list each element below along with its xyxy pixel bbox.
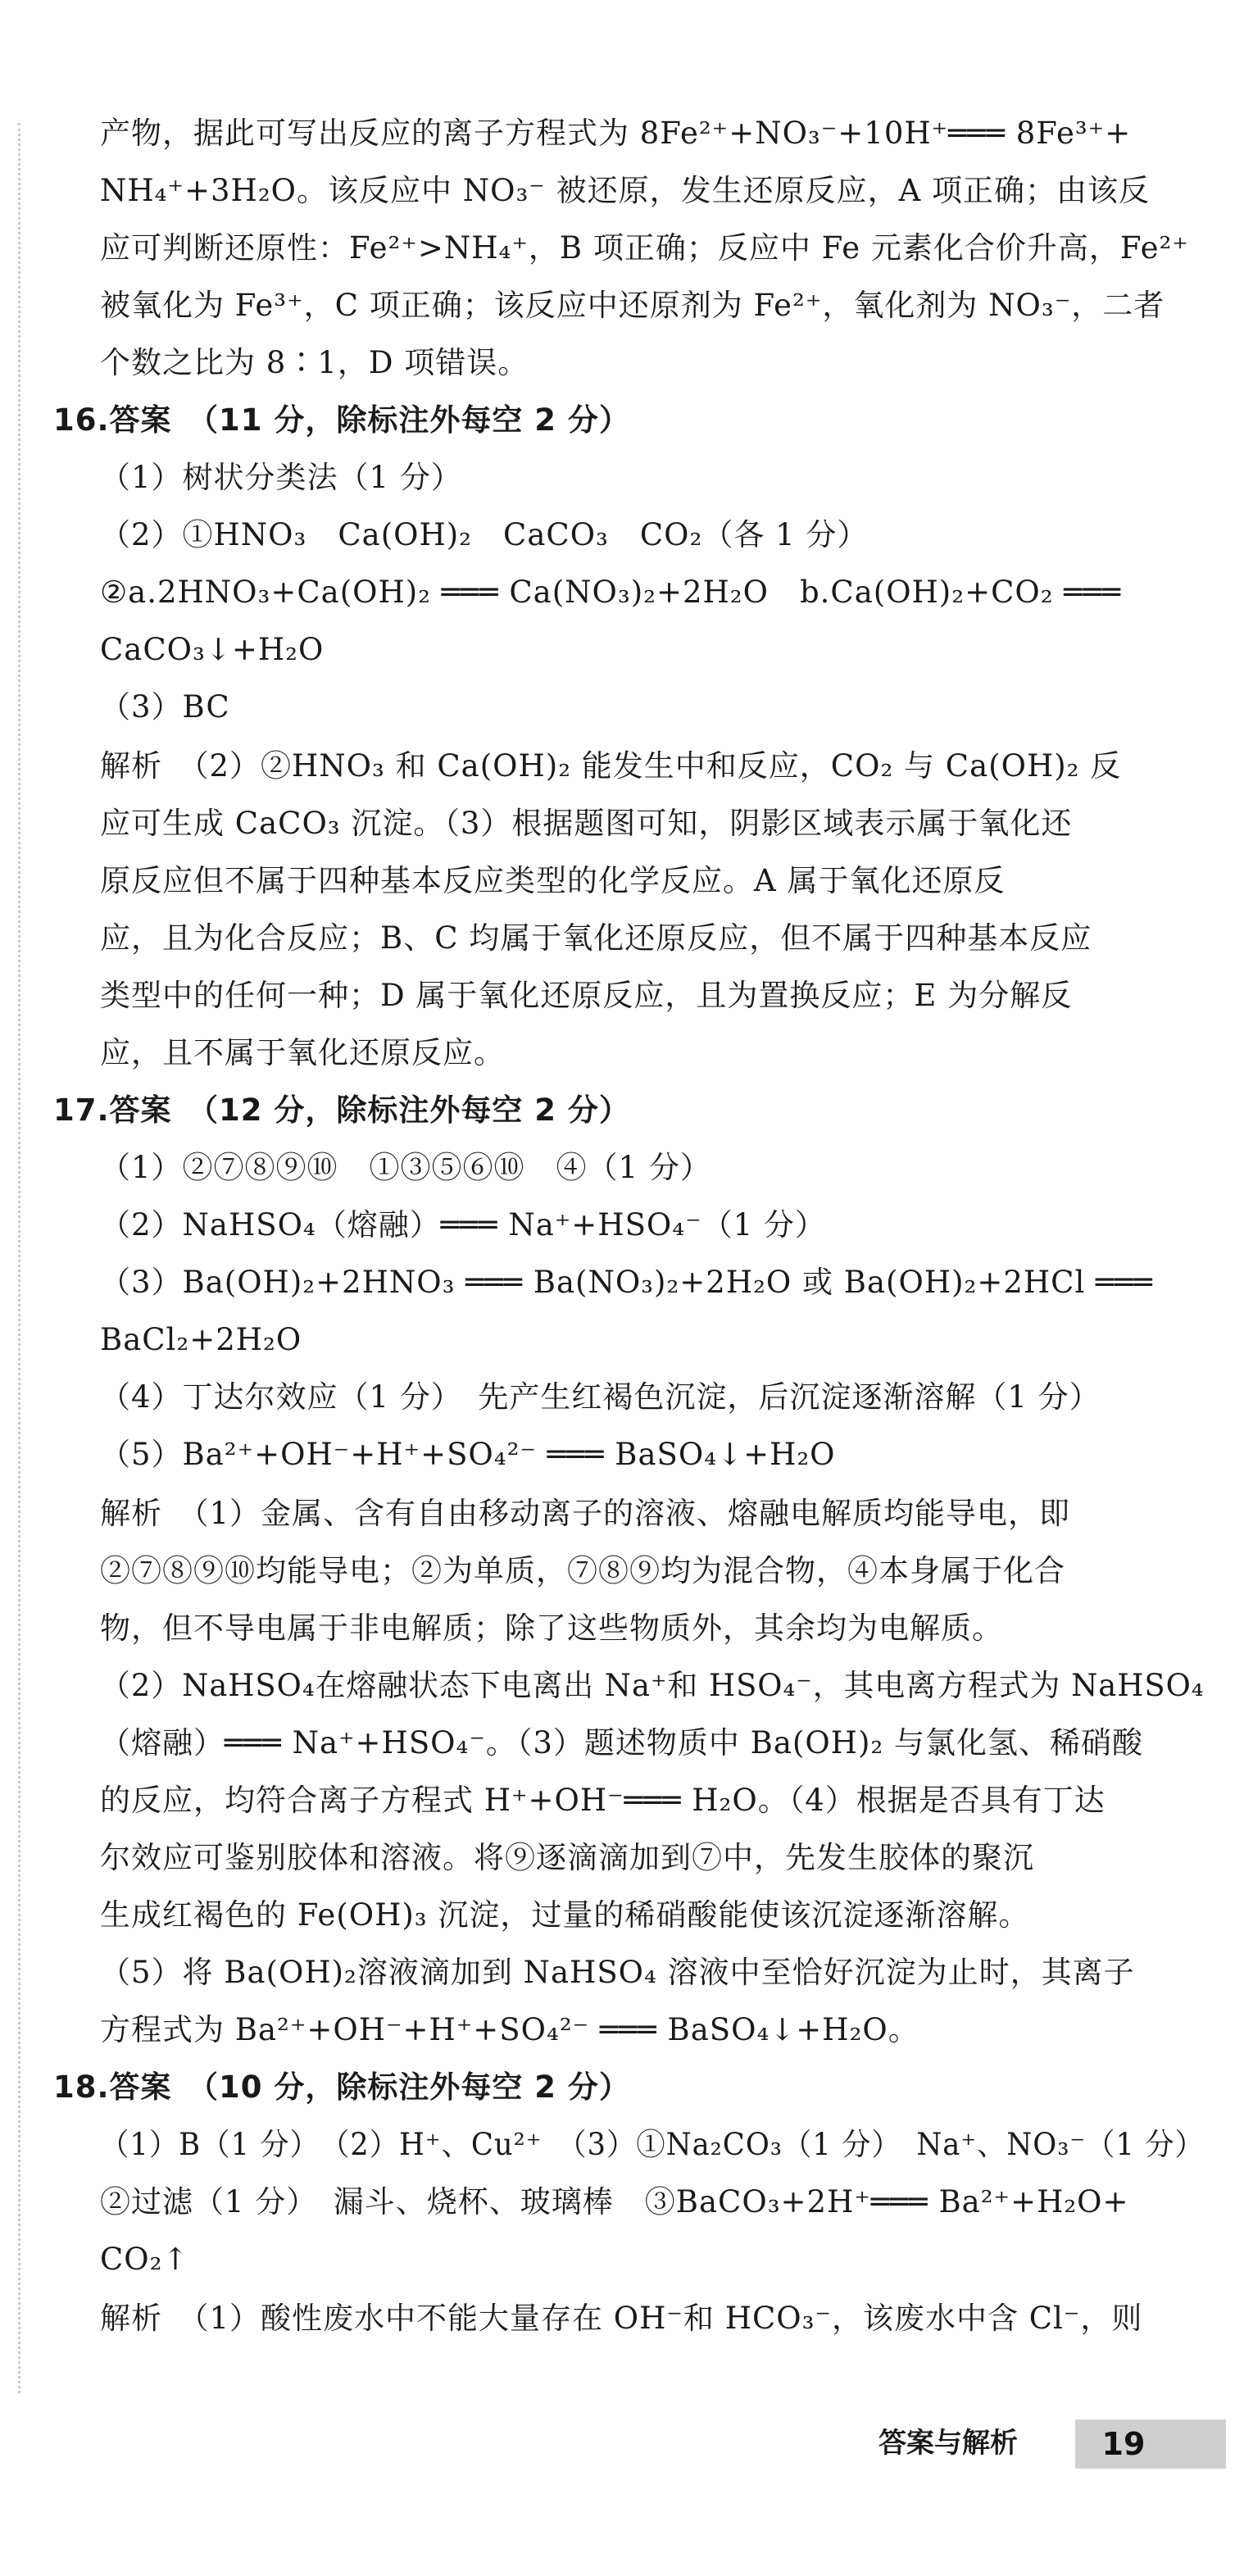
answer-line: （2）①HNO₃ Ca(OH)₂ CaCO₃ CO₂（各 1 分）	[100, 517, 869, 552]
analysis-line: 应可生成 CaCO₃ 沉淀。（3）根据题图可知，阴影区域表示属于氧化还	[100, 806, 1073, 841]
analysis-line: 解析 （1）酸性废水中不能大量存在 OH⁻和 HCO₃⁻，该废水中含 Cl⁻，则	[100, 2301, 1143, 2336]
analysis-line: 解析 （1）金属、含有自由移动离子的溶液、熔融电解质均能导电，即	[100, 1496, 1071, 1531]
answer-line: ②a.2HNO₃+Ca(OH)₂ ═══ Ca(NO₃)₂+2H₂O b.Ca(OH)₂+CO₂ ═══	[100, 575, 1122, 610]
analysis-line: 生成红褐色的 Fe(OH)₃ 沉淀，过量的稀硝酸能使该沉淀逐渐溶解。	[100, 1897, 1030, 1933]
section-footer-label: 答案与解析	[879, 2427, 1018, 2460]
analysis-line: （2）NaHSO₄在熔融状态下电离出 Na⁺和 HSO₄⁻，其电离方程式为 NaHSO₄	[100, 1668, 1205, 1703]
answer-line: （3）Ba(OH)₂+2HNO₃ ═══ Ba(NO₃)₂+2H₂O 或 Ba(OH)₂+2HCl ═══	[100, 1265, 1153, 1300]
analysis-line: 应，且为化合反应；B、C 均属于氧化还原反应，但不属于四种基本反应	[100, 920, 1092, 956]
question-16-heading: 16.答案 （11 分，除标注外每空 2 分）	[53, 402, 630, 438]
answer-line: ②过滤（1 分） 漏斗、烧杯、玻璃棒 ③BaCO₃+2H⁺═══ Ba²⁺+H₂O+	[100, 2184, 1129, 2219]
text-line: 应可判断还原性：Fe²⁺>NH₄⁺，B 项正确；反应中 Fe 元素化合价升高，Fe²⁺	[100, 230, 1189, 266]
answer-line: CO₂↑	[100, 2242, 189, 2277]
analysis-line: 的反应，均符合离子方程式 H⁺+OH⁻═══ H₂O。（4）根据是否具有丁达	[100, 1783, 1106, 1818]
analysis-line: 原反应但不属于四种基本反应类型的化学反应。A 属于氧化还原反	[100, 863, 1006, 898]
answer-line: CaCO₃↓+H₂O	[100, 632, 325, 667]
analysis-line: ②⑦⑧⑨⑩均能导电；②为单质，⑦⑧⑨均为混合物，④本身属于化合	[100, 1553, 1065, 1588]
analysis-line: 方程式为 Ba²⁺+OH⁻+H⁺+SO₄²⁻ ═══ BaSO₄↓+H₂O。	[100, 2012, 919, 2047]
question-17-heading: 17.答案 （12 分，除标注外每空 2 分）	[53, 1093, 630, 1128]
text-line: NH₄⁺+3H₂O。该反应中 NO₃⁻ 被还原，发生还原反应，A 项正确；由该反	[100, 173, 1151, 208]
answer-line: （2）NaHSO₄（熔融）═══ Na⁺+HSO₄⁻（1 分）	[100, 1207, 826, 1243]
answer-line: （1）树状分类法（1 分）	[100, 460, 462, 495]
answer-line: （4）丁达尔效应（1 分） 先产生红褐色沉淀，后沉淀逐渐溶解（1 分）	[100, 1379, 1101, 1415]
analysis-line: 类型中的任何一种；D 属于氧化还原反应，且为置换反应；E 为分解反	[100, 978, 1073, 1013]
answer-line: BaCl₂+2H₂O	[100, 1322, 302, 1357]
text-line: 产物，据此可写出反应的离子方程式为 8Fe²⁺+NO₃⁻+10H⁺═══ 8Fe³⁺+	[100, 116, 1132, 151]
analysis-line: 解析 （2）②HNO₃ 和 Ca(OH)₂ 能发生中和反应，CO₂ 与 Ca(OH)₂ 反	[100, 748, 1122, 784]
answer-line: （3）BC	[100, 689, 230, 725]
analysis-line: （5）将 Ba(OH)₂溶液滴加到 NaHSO₄ 溶液中至恰好沉淀为止时，其离子	[100, 1955, 1135, 1990]
page-number-tab	[1075, 2419, 1226, 2469]
analysis-line: （熔融）═══ Na⁺+HSO₄⁻。（3）题述物质中 Ba(OH)₂ 与氯化氢、稀硝酸	[100, 1725, 1143, 1760]
answer-line: （1）②⑦⑧⑨⑩ ①③⑤⑥⑩ ④（1 分）	[100, 1150, 711, 1185]
question-18-heading: 18.答案 （10 分，除标注外每空 2 分）	[53, 2069, 630, 2105]
analysis-line: 应，且不属于氧化还原反应。	[100, 1035, 505, 1070]
analysis-line: 尔效应可鉴别胶体和溶液。将⑨逐滴滴加到⑦中，先发生胶体的聚沉	[100, 1840, 1034, 1875]
page-number: 19	[1101, 2426, 1146, 2462]
answer-line: （1）B（1 分） （2）H⁺、Cu²⁺ （3）①Na₂CO₃（1 分） Na⁺、NO₃⁻（1 分）	[100, 2127, 1205, 2162]
text-line: 被氧化为 Fe³⁺，C 项正确；该反应中还原剂为 Fe²⁺，氧化剂为 NO₃⁻，二者	[100, 288, 1165, 323]
text-line: 个数之比为 8∶1，D 项错误。	[100, 345, 529, 380]
answer-line: （5）Ba²⁺+OH⁻+H⁺+SO₄²⁻ ═══ BaSO₄↓+H₂O	[100, 1437, 836, 1472]
analysis-line: 物，但不导电属于非电解质；除了这些物质外，其余均为电解质。	[100, 1611, 1003, 1646]
